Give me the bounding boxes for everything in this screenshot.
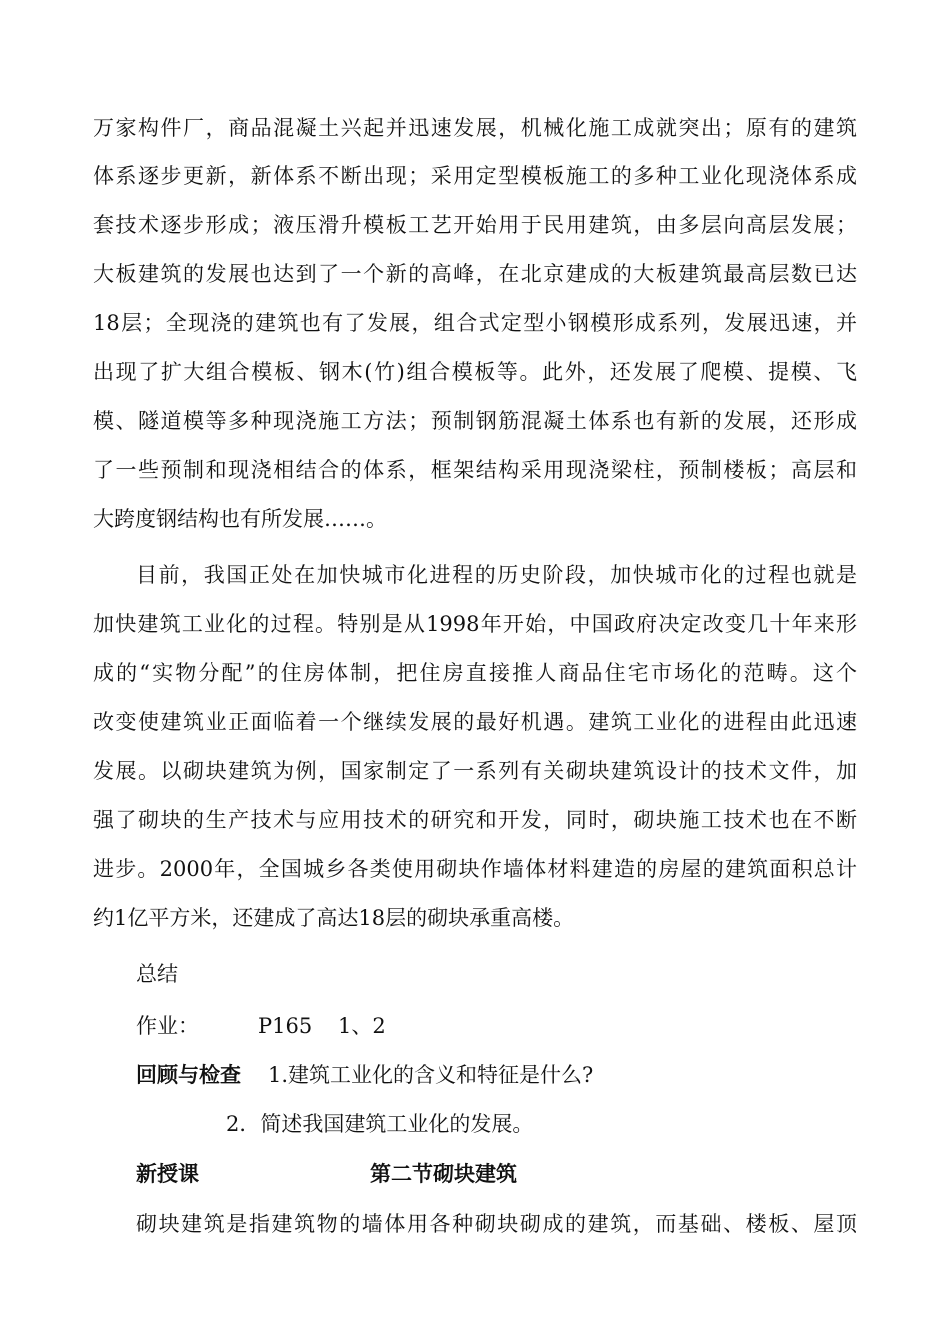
text-line: 大跨度钢结构也有所发展……。 — [93, 507, 387, 531]
text-line: 18层；全现浇的建筑也有了发展，组合式定型小钢模形成系列，发展迅速，并 — [93, 311, 857, 335]
text-line: 体系逐步更新，新体系不断出现；采用定型模板施工的多种工业化现浇体系成 — [93, 164, 857, 188]
text-line: 万家构件厂，商品混凝土兴起并迅速发展，机械化施工成就突出；原有的建筑 — [93, 116, 857, 140]
text-line: 出现了扩大组合模板、钢木(竹)组合模板等。此外，还发展了爬模、提模、飞 — [93, 360, 857, 384]
homework-label: 作业： — [136, 1014, 199, 1038]
text-line: 强了砌块的生产技术与应用技术的研究和开发，同时，砌块施工技术也在不断 — [93, 808, 857, 832]
review-label: 回顾与检查 — [136, 1062, 241, 1087]
text-line: 砌块建筑是指建筑物的墙体用各种砌块砌成的建筑，而基础、楼板、屋顶 — [136, 1212, 857, 1236]
text-line: 改变使建筑业正面临着一个继续发展的最好机遇。建筑工业化的进程由此迅速 — [93, 710, 857, 734]
text-line: 约1亿平方米，还建成了高达18层的砌块承重高楼。 — [93, 906, 575, 930]
review-question-1: 1.建筑工业化的含义和特征是什么? — [268, 1063, 594, 1087]
text-line: 套技术逐步形成；液压滑升模板工艺开始用于民用建筑，由多层向高层发展； — [93, 213, 857, 237]
text-line: 大板建筑的发展也达到了一个新的高峰，在北京建成的大板建筑最高层数已达 — [93, 262, 857, 286]
text-line: 了一些预制和现浇相结合的体系，框架结构采用现浇梁柱，预制楼板；高层和 — [93, 458, 857, 482]
text-line: 模、隧道模等多种现浇施工方法；预制钢筋混凝土体系也有新的发展，还形成 — [93, 409, 857, 433]
text-line: 进步。2000年，全国城乡各类使用砌块作墙体材料建造的房屋的建筑面积总计 — [93, 857, 857, 881]
text-line: 目前，我国正处在加快城市化进程的历史阶段，加快城市化的过程也就是 — [136, 563, 857, 587]
review-question-2: 2．简述我国建筑工业化的发展。 — [226, 1112, 534, 1136]
text-line: 加快建筑工业化的过程。特别是从1998年开始，中国政府决定改变几十年来形 — [93, 612, 857, 636]
section-title: 第二节砌块建筑 — [370, 1161, 517, 1186]
homework-page: P165 — [258, 1014, 313, 1038]
text-line: 发展。以砌块建筑为例，国家制定了一系列有关砌块建筑设计的技术文件，加 — [93, 759, 857, 783]
text-line: 成的“实物分配”的住房体制，把住房直接推人商品住宅市场化的范畴。这个 — [93, 661, 857, 685]
new-lesson-label: 新授课 — [136, 1161, 199, 1186]
homework-items: 1、2 — [338, 1014, 386, 1038]
summary-heading: 总结 — [136, 962, 178, 986]
